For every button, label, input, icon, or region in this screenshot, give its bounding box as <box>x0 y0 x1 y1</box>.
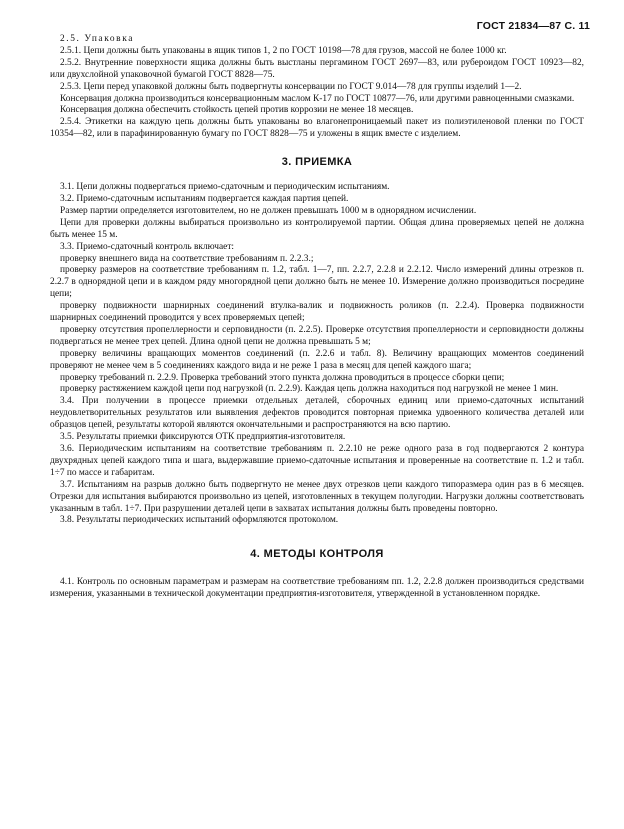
paragraph: 3.4. При получении в процессе приемки отдельных деталей, сборочных единиц или приемо-сдаточных испытаний неудовлетворительных результатов или выявления дефектов проводится повторная приемка удвоенного количества деталей или образцов цепей, результаты которой являются окончательными и распространяются на всю партию. <box>50 396 584 431</box>
paragraph: 3.6. Периодическим испытаниям на соответствие требованиям п. 2.2.10 не реже одного раза в год подвергаются 2 контура двухрядных цепей каждого типа и шага, выдержавшие приемо-сдаточные испытания и проверенные на соответствие п. 1.2 и табл. 1÷7 по массе и габаритам. <box>50 444 584 478</box>
paragraph: 3.5. Результаты приемки фиксируются ОТК предприятия-изготовителя. <box>60 432 346 443</box>
paragraph: 2.5.2. Внутренние поверхности ящика должны быть выстланы пергамином ГОСТ 2697—83, или рубероидом ГОСТ 10923—82, или двухслойной упаковочной бумагой ГОСТ 8828—75. <box>50 57 584 80</box>
paragraph: проверку отсутствия пропеллерности и серповидности (п. 2.2.5). Проверке отсутствия пропеллерности и серповидности должны подвергаться не менее трех цепей. Длина одной цепи не должна превышать 5 м; <box>50 324 584 347</box>
paragraph: Цепи для проверки должны выбираться произвольно из контролируемой партии. Общая длина проверяемых цепей не должна быть менее 15 м. <box>50 217 584 240</box>
paragraph: 2.5.3. Цепи перед упаковкой должны быть подвергнуты консервации по ГОСТ 9.014—78 для группы изделий 1—2. <box>60 81 522 92</box>
section-3-title: 3. ПРИЕМКА <box>281 156 353 169</box>
paragraph: 2.5.1. Цепи должны быть упакованы в ящик типов 1, 2 по ГОСТ 10198—78 для грузов, массой не более 1000 кг. <box>60 45 507 56</box>
paragraph: 3.3. Приемо-сдаточный контроль включает: <box>60 241 235 252</box>
paragraph: Размер партии определяется изготовителем, но не должен превышать 1000 м в однорядном исчислении. <box>60 205 477 216</box>
page-header <box>477 20 590 32</box>
paragraph: проверку внешнего вида на соответствие требованиям п. 2.2.3.; <box>60 253 314 264</box>
paragraph: Консервация должна обеспечить стойкость цепей против коррозии не менее 18 месяцев. <box>60 105 414 116</box>
paragraph: Консервация должна производиться консервационным маслом К-17 по ГОСТ 10877—76, или другими равноценными смазками. <box>60 93 575 104</box>
section-4-title: 4. МЕТОДЫ КОНТРОЛЯ <box>250 548 384 561</box>
paragraph: 3.8. Результаты периодических испытаний оформляются протоколом. <box>60 515 339 526</box>
standard-number: ГОСТ 21834—87 <box>476 20 562 32</box>
paragraph: 2.5.4. Этикетки на каждую цепь должны быть упакованы во влагонепроницаемый пакет из полиэтиленовой пленки по ГОСТ 10354—82, или в парафинированную бумагу по ГОСТ 8828—75 и уложены в ящик вместе с изделием. <box>50 117 584 140</box>
paragraph: проверку подвижности шарнирных соединений втулка-валик и подвижность роликов (п. 2.2.4). Проверка подвижности шарнирных соединений проводится у всех проверяемых цепей; <box>50 301 584 324</box>
paragraph: проверку величины вращающих моментов соединений (п. 2.2.6 и табл. 8). Величину вращающих моментов соединений проверяют не менее чем в 5 соединениях каждого вида и не реже 1 раза в месяц для цепей каждого шага; <box>50 348 584 371</box>
paragraph: 3.1. Цепи должны подвергаться приемо-сдаточным и периодическим испытаниям. <box>60 182 390 193</box>
document-body <box>50 34 584 601</box>
paragraph: 4.1. Контроль по основным параметрам и размерам на соответствие требованиям пп. 1.2, 2.2.8 должен производиться средствами измерения, указанными в технической документации предприятия-изготовителя, утвержденной в установленном порядке. <box>50 577 584 600</box>
page-number: С. 11 <box>564 20 590 32</box>
paragraph: 3.7. Испытаниям на разрыв должно быть подвергнуто не менее двух отрезков цепи каждого типоразмера один раз в 6 месяцев. Отрезки для испытания выбираются произвольно из цепей, изготовленных в текущем полугодии. Нагрузки должны соответствовать указанным в табл. 1÷7. При разрушении деталей цепи в захватах испытания должны быть проведены повторно. <box>50 479 584 514</box>
paragraph: проверку растяжением каждой цепи под нагрузкой (п. 2.2.9). Каждая цепь должна находиться под нагрузкой не менее 1 мин. <box>60 384 559 395</box>
section-2-5-title: 2.5. Упаковка <box>60 34 134 44</box>
paragraph: проверку размеров на соответствие требованиям п. 1.2, табл. 1—7, пп. 2.2.7, 2.2.8 и 2.2.12. Число измерений длины отрезков п. 2.2.7 в однорядной цепи и в каждом ряду многорядной цепи должно быть не менее 10. Измерение должно производиться посредине цепи; <box>50 265 584 300</box>
paragraph: проверку требований п. 2.2.9. Проверка требований этого пункта должна проводиться в процессе сборки цепи; <box>60 372 505 383</box>
paragraph: 3.2. Приемо-сдаточным испытаниям подвергается каждая партия цепей. <box>60 193 349 204</box>
